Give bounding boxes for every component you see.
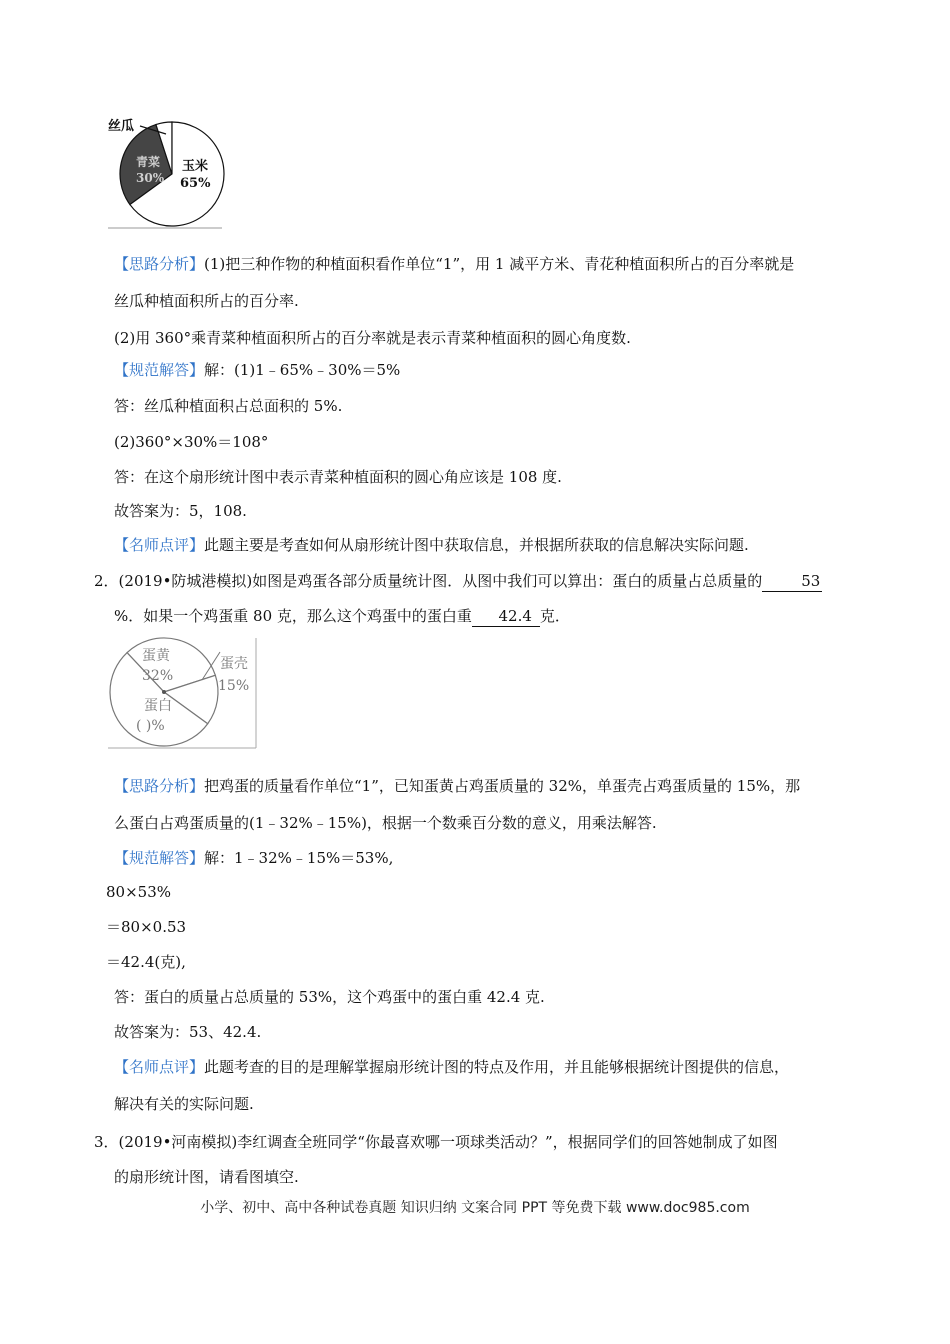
- label-danhuang-pct: 32%: [142, 668, 174, 684]
- q2-answer-line-3: ＝80×0.53: [106, 918, 187, 936]
- label-danke-pct: 15%: [218, 678, 250, 694]
- comment-tag: 【名师点评】: [114, 1058, 205, 1076]
- comment-text: 此题考查的目的是理解掌握扇形统计图的特点及作用，并且能够根据统计图提供的信息，: [204, 1058, 790, 1076]
- q2-answer-line-1: [114, 848, 393, 868]
- label-danbai-pct: ( )%: [136, 718, 165, 734]
- q2-stem-line-1: [94, 571, 822, 592]
- q3-stem-line-2: 的扇形统计图，请看图填空.: [114, 1168, 299, 1186]
- analysis-text: (1)把三种作物的种植面积看作单位“1”，用 1 减平方米、青花种植面积所占的百分率就是: [204, 255, 795, 273]
- answer-tag: 【规范解答】: [114, 361, 205, 379]
- q1-answer-line-4: 答：在这个扇形统计图中表示青菜种植面积的圆心角应该是 108 度.: [114, 468, 562, 486]
- comment-text: 此题主要是考查如何从扇形统计图中获取信息，并根据所获取的信息解决实际问题.: [204, 536, 749, 554]
- label-sigua: 丝瓜: [108, 119, 135, 134]
- q1-comment-line: [114, 535, 749, 555]
- label-qingcai-pct: 30%: [136, 171, 165, 185]
- analysis-tag: 【思路分析】: [114, 255, 205, 273]
- q2-comment-line-1: [114, 1057, 789, 1077]
- q1-answer-line-1: [114, 360, 400, 380]
- analysis-tag: 【思路分析】: [114, 777, 205, 795]
- question-text: 克．: [539, 607, 570, 625]
- label-qingcai: 青菜: [136, 155, 161, 169]
- q2-answer-line-5: 答：蛋白的质量占总质量的 53%，这个鸡蛋中的蛋白重 42.4 克.: [114, 988, 545, 1006]
- label-danbai: 蛋白: [144, 698, 172, 714]
- question-number: 3．: [94, 1133, 119, 1151]
- q2-stem-line-2: [114, 606, 570, 627]
- q1-answer-line-2: 答：丝瓜种植面积占总面积的 5%.: [114, 397, 343, 415]
- label-yumi-pct: 65%: [180, 176, 211, 191]
- q1-answer-line-3: (2)360°×30%＝108°: [114, 433, 269, 451]
- q2-answer-line-4: ＝42.4(克),: [106, 953, 186, 971]
- egg-pie-chart: [106, 634, 258, 750]
- question-text: (2019•河南模拟)李红调查全班同学“你最喜欢哪一项球类活动？”，根据同学们的回答她制成了如图: [118, 1133, 778, 1151]
- answer-text: 解：1﹣32%﹣15%＝53%,: [204, 849, 394, 867]
- answer-blank-1: 53: [762, 571, 822, 592]
- q2-analysis-line-2: 么蛋白占鸡蛋质量的(1﹣32%﹣15%)，根据一个数乘百分数的意义，用乘法解答.: [114, 814, 657, 832]
- question-number: 2．: [94, 572, 119, 590]
- q2-answer-line-2: 80×53%: [106, 883, 171, 901]
- question-text: (2019•防城港模拟)如图是鸡蛋各部分质量统计图．从图中我们可以算出：蛋白的质量占总质量的: [118, 572, 763, 590]
- q1-analysis-line-3: (2)用 360°乘青菜种植面积所占的百分率就是表示青菜种植面积的圆心角度数.: [114, 329, 631, 347]
- q3-stem-line-1: [94, 1132, 778, 1152]
- q2-comment-line-2: 解决有关的实际问题.: [114, 1095, 254, 1113]
- q2-analysis-line-1: [114, 776, 800, 796]
- label-danhuang: 蛋黄: [142, 648, 170, 664]
- question-text: %．如果一个鸡蛋重 80 克，那么这个鸡蛋中的蛋白重: [114, 607, 472, 625]
- comment-tag: 【名师点评】: [114, 536, 205, 554]
- answer-text: 解：(1)1﹣65%﹣30%＝5%: [204, 361, 401, 379]
- label-danke: 蛋壳: [220, 656, 248, 672]
- q1-answer-line-5: 故答案为：5，108.: [114, 502, 247, 520]
- answer-tag: 【规范解答】: [114, 849, 205, 867]
- footer-ad: 小学、初中、高中各种试卷真题 知识归纳 文案合同 PPT 等免费下载 www.doc985.com: [200, 1200, 750, 1216]
- analysis-text: 把鸡蛋的质量看作单位“1”，已知蛋黄占鸡蛋质量的 32%，单蛋壳占鸡蛋质量的 15%，那: [204, 777, 801, 795]
- q1-analysis-line-1: [114, 254, 794, 274]
- answer-blank-2: 42.4: [472, 606, 540, 627]
- q2-answer-line-6: 故答案为：53、42.4.: [114, 1023, 262, 1041]
- label-yumi: 玉米: [182, 159, 209, 174]
- q1-analysis-line-2: 丝瓜种植面积所占的百分率.: [114, 292, 299, 310]
- pie-center-dot: [162, 690, 166, 694]
- crop-pie-chart: [106, 112, 232, 230]
